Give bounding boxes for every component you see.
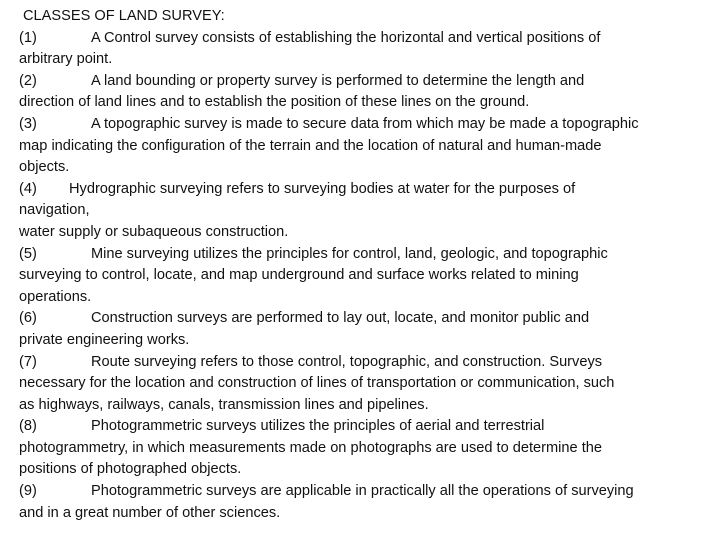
- list-item-7-line-1: [19, 352, 714, 374]
- item-text: Photogrammetric surveys are applicable in practically all the operations of surveying: [91, 483, 634, 500]
- list-item-5-line-3: operations.: [19, 288, 92, 305]
- list-item-7-line-2: necessary for the location and construction of lines of transportation or communication, such: [19, 375, 615, 392]
- list-item-4-line-1: [19, 179, 714, 201]
- item-number: (8): [19, 418, 37, 435]
- list-item-6-line-2: private engineering works.: [19, 331, 190, 348]
- list-item-5-line-1: [19, 244, 714, 266]
- list-item-8-line-1: [19, 416, 714, 438]
- item-number: (4): [19, 180, 37, 197]
- list-item-2-line-2: direction of land lines and to establish the position of these lines on the ground.: [19, 94, 530, 111]
- item-number: (2): [19, 72, 37, 89]
- item-text: Hydrographic surveying refers to surveying bodies at water for the purposes of: [69, 180, 576, 197]
- document-body: [19, 6, 714, 524]
- item-number: (6): [19, 310, 37, 327]
- list-item-6-line-1: [19, 308, 714, 330]
- list-item-1-line-2: arbitrary point.: [19, 51, 113, 68]
- list-item-3-line-2: map indicating the configuration of the terrain and the location of natural and human-made: [19, 137, 602, 154]
- list-item-4-line-3: water supply or subaqueous construction.: [19, 223, 289, 240]
- list-item-2-line-1: [19, 71, 714, 93]
- item-text: A land bounding or property survey is performed to determine the length and: [91, 72, 585, 89]
- list-item-4-line-2: navigation,: [19, 202, 90, 219]
- item-text: A topographic survey is made to secure data from which may be made a topographic: [91, 115, 639, 132]
- item-number: (7): [19, 353, 37, 370]
- item-text: Route surveying refers to those control, topographic, and construction. Surveys: [91, 353, 603, 370]
- item-number: (5): [19, 245, 37, 262]
- item-number: (9): [19, 483, 37, 500]
- item-text: A Control survey consists of establishing the horizontal and vertical positions of: [91, 29, 601, 46]
- item-text: Construction surveys are performed to lay out, locate, and monitor public and: [91, 310, 590, 327]
- list-item-3-line-3: objects.: [19, 159, 70, 176]
- list-item-8-line-2: photogrammetry, in which measurements made on photographs are used to determine the: [19, 439, 602, 456]
- list-item-7-line-3: as highways, railways, canals, transmission lines and pipelines.: [19, 396, 429, 413]
- document-title: CLASSES OF LAND SURVEY:: [23, 8, 225, 24]
- item-number: (1): [19, 29, 37, 46]
- list-item-5-line-2: surveying to control, locate, and map underground and surface works related to mining: [19, 267, 579, 284]
- list-item-9-line-2: and in a great number of other sciences.: [19, 504, 281, 521]
- list-item-8-line-3: positions of photographed objects.: [19, 461, 242, 478]
- list-item-9-line-1: [19, 481, 714, 503]
- list-item-3-line-1: [19, 114, 714, 136]
- item-text: Photogrammetric surveys utilizes the principles of aerial and terrestrial: [91, 418, 545, 435]
- list-item-1-line-1: [19, 28, 714, 50]
- item-number: (3): [19, 115, 37, 132]
- item-text: Mine surveying utilizes the principles for control, land, geologic, and topographic: [91, 245, 608, 262]
